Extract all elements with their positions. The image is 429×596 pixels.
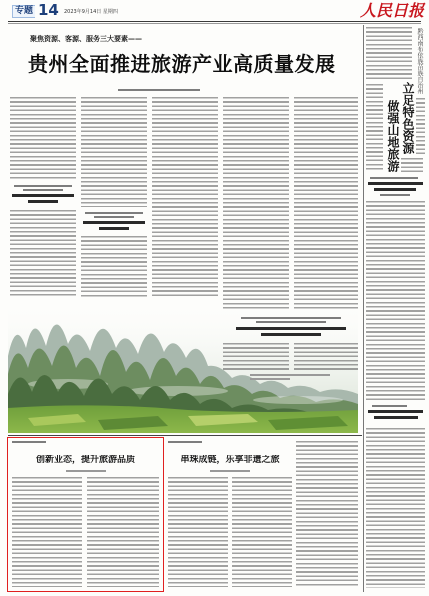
bottom-article-2-text [232,477,292,587]
main-subhead-2-line [99,227,129,230]
right-column-separator [363,25,364,592]
main-article-column-5-text [294,343,358,370]
main-article-column-2-text [81,97,147,207]
main-article-column-1-text [10,210,76,298]
main-article-kicker: 聚焦资源、客源、服务三大要素—— [30,35,142,43]
side-article-text [416,98,425,154]
side-article-text [366,428,425,588]
side-subhead-1-line [370,177,418,179]
main-subhead-1-line [14,185,72,187]
main-subhead-3-line [236,327,346,330]
side-article-headline-line-1: 立足特色资源 [401,82,415,154]
main-article-column-3-text [152,97,218,298]
side-subhead-2-line [372,405,407,407]
bottom-section-rule [8,435,362,436]
issue-date: 2023年9月14日 星期四 [64,9,118,15]
main-subhead-1-line [12,194,74,197]
header-rule-thin [8,23,421,24]
side-subhead-2-line [374,416,418,419]
bottom-article-2-text [168,477,228,587]
bottom-article-1-column-label [12,441,46,443]
main-subhead-3-line [241,317,341,319]
bottom-article-1-byline [66,470,106,472]
side-article-organization: 黔西南布依族苗族自治州 [416,28,423,94]
side-subhead-1-line [380,194,410,196]
side-subhead-1-line [368,182,423,185]
bottom-article-2-byline [210,470,250,472]
section-label: 专题 [12,5,35,18]
bottom-article-2-column-label [168,441,202,443]
main-article-column-1-text [10,97,76,181]
main-subhead-2-line [83,221,145,224]
main-subhead-3-line [261,333,321,336]
photo-caption [250,378,290,380]
main-article-column-4-text [223,343,289,370]
bottom-article-2-text [296,441,358,587]
photo-caption [250,374,330,376]
header-rule [8,21,421,22]
main-subhead-2-line [85,212,143,214]
main-article-column-4-text [223,97,289,311]
side-article-text [366,27,412,79]
side-subhead-2-line [368,410,423,413]
page-number: 14 [38,1,59,19]
valley-mist [253,396,343,404]
main-subhead-3-line [256,321,326,323]
side-article-text [366,201,425,400]
bottom-article-1-title: 创新业态，提升旅游品质 [35,455,135,465]
main-article-headline: 贵州全面推进旅游产业高质量发展 [28,52,336,76]
masthead-logo: 人民日报 [360,1,425,20]
bottom-article-1-text [12,477,82,587]
main-subhead-2-line [94,216,134,218]
main-article-byline [118,89,200,91]
side-article-text [401,158,423,172]
main-subhead-1-line [23,189,63,191]
side-article-headline-line-2: 做强山地旅游 [386,100,400,172]
side-article-text [366,84,383,172]
side-subhead-1-line [374,188,416,191]
bottom-article-2-title: 串珠成链，乐享非遗之旅 [180,455,280,465]
main-article-column-5-text [294,97,358,311]
bottom-article-1-text [87,477,159,587]
main-article-column-2-text [81,236,147,298]
main-subhead-1-line [28,200,58,203]
